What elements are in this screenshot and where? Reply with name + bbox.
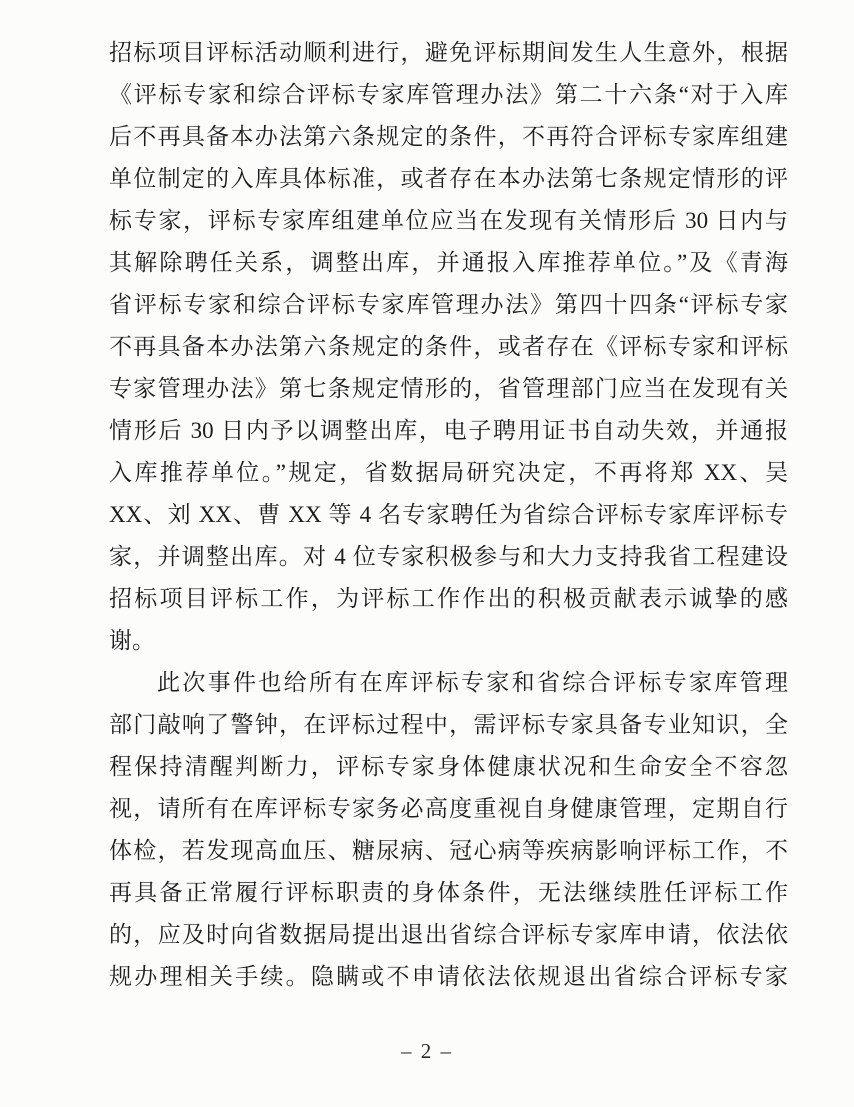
text-line: 不再具备本办法第六条规定的条件，或者存在《评标专家和评标 bbox=[109, 334, 788, 359]
paragraph-1 bbox=[109, 32, 788, 662]
text-line: 招标项目评标工作，为评标工作作出的积极贡献表示诚挚的感 bbox=[109, 586, 788, 611]
text-line: 招标项目评标活动顺利进行，避免评标期间发生人生意外，根据 bbox=[109, 40, 788, 65]
text-line: 再具备正常履行评标职责的身体条件，无法继续胜任评标工作 bbox=[109, 880, 788, 905]
text-line: 谢。 bbox=[109, 628, 155, 653]
text-line: 入库推荐单位。”规定，省数据局研究决定，不再将郑 XX、吴 bbox=[109, 460, 788, 485]
document-body bbox=[109, 32, 788, 998]
text-line: 《评标专家和综合评标专家库管理办法》第二十六条“对于入库 bbox=[109, 82, 788, 107]
text-line: 的，应及时向省数据局提出退出省综合评标专家库申请，依法依 bbox=[109, 922, 788, 947]
text-line: 部门敲响了警钟，在评标过程中，需评标专家具备专业知识，全 bbox=[109, 712, 788, 737]
page-number: – 2 – bbox=[401, 1039, 453, 1063]
text-line: 其解除聘任关系，调整出库，并通报入库推荐单位。”及《青海 bbox=[109, 250, 788, 275]
paragraph-2 bbox=[109, 662, 788, 998]
text-line: 规办理相关手续。隐瞒或不申请依法依规退出省综合评标专家 bbox=[109, 964, 788, 989]
text-line: 专家管理办法》第七条规定情形的，省管理部门应当在发现有关 bbox=[109, 376, 788, 401]
text-line: XX、刘 XX、曹 XX 等 4 名专家聘任为省综合评标专家库评标专 bbox=[109, 502, 788, 527]
text-line: 体检，若发现高血压、糖尿病、冠心病等疾病影响评标工作，不 bbox=[109, 838, 788, 863]
text-line: 标专家，评标专家库组建单位应当在发现有关情形后 30 日内与 bbox=[109, 208, 788, 233]
text-line: 省评标专家和综合评标专家库管理办法》第四十四条“评标专家 bbox=[109, 292, 788, 317]
text-line: 程保持清醒判断力，评标专家身体健康状况和生命安全不容忽 bbox=[109, 754, 788, 779]
text-line: 视，请所有在库评标专家务必高度重视自身健康管理，定期自行 bbox=[109, 796, 788, 821]
text-line: 后不再具备本办法第六条规定的条件，不再符合评标专家库组建 bbox=[109, 124, 788, 149]
text-line: 此次事件也给所有在库评标专家和省综合评标专家库管理 bbox=[157, 670, 788, 695]
text-line: 家，并调整出库。对 4 位专家积极参与和大力支持我省工程建设 bbox=[109, 544, 788, 569]
text-line: 单位制定的入库具体标准，或者存在本办法第七条规定情形的评 bbox=[109, 166, 788, 191]
text-line: 情形后 30 日内予以调整出库，电子聘用证书自动失效，并通报 bbox=[109, 418, 788, 443]
